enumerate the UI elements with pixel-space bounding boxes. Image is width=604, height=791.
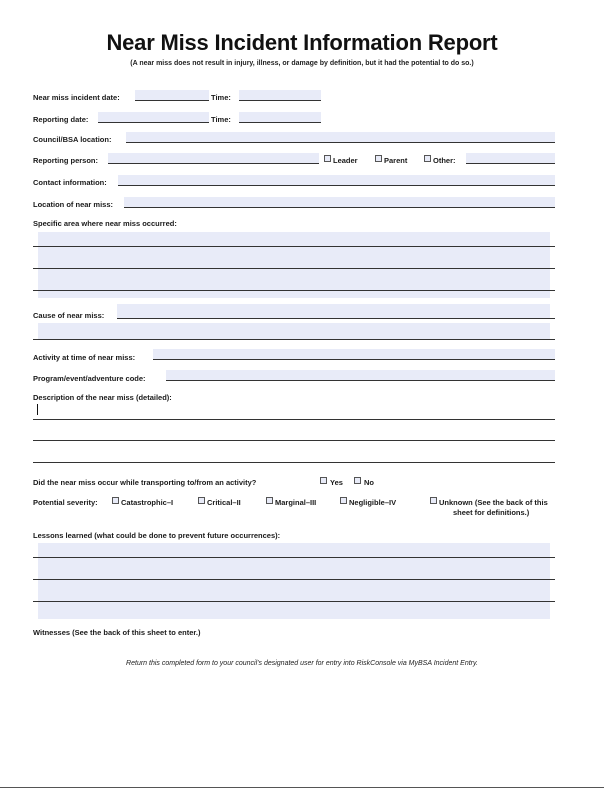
council-field[interactable] (126, 132, 555, 143)
lessons-line-1 (33, 557, 555, 558)
page-subtitle: (A near miss does not result in injury, illness, or damage by definition, but it had the potential to do so.) (130, 60, 474, 67)
other-label: Other: (433, 156, 456, 165)
activity-field[interactable] (153, 349, 555, 360)
specific-area-line-3 (33, 290, 555, 291)
program-code-label: Program/event/adventure code: (33, 374, 146, 383)
cause-field-2[interactable] (38, 323, 550, 339)
severity-negligible-label: Negligible–IV (349, 498, 397, 507)
cause-field-1[interactable] (117, 304, 550, 318)
cause-label: Cause of near miss: (33, 311, 105, 320)
reporting-time-label: Time: (211, 115, 231, 124)
incident-date-field[interactable] (135, 90, 209, 101)
lessons-field[interactable] (38, 543, 550, 619)
contact-field[interactable] (118, 175, 555, 186)
description-label: Description of the near miss (detailed): (33, 393, 172, 402)
parent-label: Parent (384, 156, 408, 165)
severity-critical-label: Critical–II (207, 498, 241, 507)
specific-area-label: Specific area where near miss occurred: (33, 219, 177, 228)
reporting-date-field[interactable] (98, 112, 209, 123)
footer-note: Return this completed form to your council's designated user for entry into RiskConsole via MyBSA Incident Entry. (126, 660, 478, 667)
activity-label: Activity at time of near miss: (33, 353, 136, 362)
cause-line-2 (33, 339, 555, 340)
specific-area-line-1 (33, 246, 555, 247)
description-line-2[interactable] (33, 440, 555, 441)
description-line-1[interactable] (33, 419, 555, 420)
reporting-time-field[interactable] (239, 112, 321, 123)
severity-critical-checkbox[interactable] (198, 497, 205, 504)
text-cursor (37, 404, 38, 415)
severity-unknown-label-line1: Unknown (See the back of this (439, 498, 548, 507)
witnesses-label: Witnesses (See the back of this sheet to enter.) (33, 628, 201, 637)
page-title: Near Miss Incident Information Report (106, 30, 498, 55)
other-checkbox[interactable] (424, 155, 431, 162)
transport-no-checkbox[interactable] (354, 477, 361, 484)
other-role-field[interactable] (466, 153, 555, 164)
incident-time-label: Time: (211, 93, 231, 102)
leader-checkbox[interactable] (324, 155, 331, 162)
severity-marginal-label: Marginal–III (275, 498, 317, 507)
contact-label: Contact information: (33, 178, 107, 187)
specific-area-field[interactable] (38, 232, 550, 298)
council-label: Council/BSA location: (33, 135, 112, 144)
description-line-3[interactable] (33, 462, 555, 463)
program-code-field[interactable] (166, 370, 555, 381)
cause-line-1 (117, 318, 555, 319)
severity-catastrophic-label: Catastrophic–I (121, 498, 174, 507)
location-label: Location of near miss: (33, 200, 114, 209)
severity-unknown-label-line2: sheet for definitions.) (453, 508, 530, 517)
severity-label: Potential severity: (33, 498, 98, 507)
transport-question: Did the near miss occur while transporting to/from an activity? (33, 478, 257, 487)
severity-catastrophic-checkbox[interactable] (112, 497, 119, 504)
reporting-person-field[interactable] (108, 153, 319, 164)
lessons-label: Lessons learned (what could be done to prevent future occurrences): (33, 531, 281, 540)
reporting-date-label: Reporting date: (33, 115, 89, 124)
incident-date-label: Near miss incident date: (33, 93, 120, 102)
transport-yes-label: Yes (330, 478, 343, 487)
lessons-line-2 (33, 579, 555, 580)
specific-area-line-2 (33, 268, 555, 269)
leader-label: Leader (333, 156, 358, 165)
location-field[interactable] (124, 197, 555, 208)
lessons-line-3 (33, 601, 555, 602)
severity-marginal-checkbox[interactable] (266, 497, 273, 504)
severity-unknown-checkbox[interactable] (430, 497, 437, 504)
transport-no-label: No (364, 478, 374, 487)
severity-negligible-checkbox[interactable] (340, 497, 347, 504)
transport-yes-checkbox[interactable] (320, 477, 327, 484)
reporting-person-label: Reporting person: (33, 156, 98, 165)
parent-checkbox[interactable] (375, 155, 382, 162)
incident-time-field[interactable] (239, 90, 321, 101)
page-bottom-border (0, 787, 604, 788)
